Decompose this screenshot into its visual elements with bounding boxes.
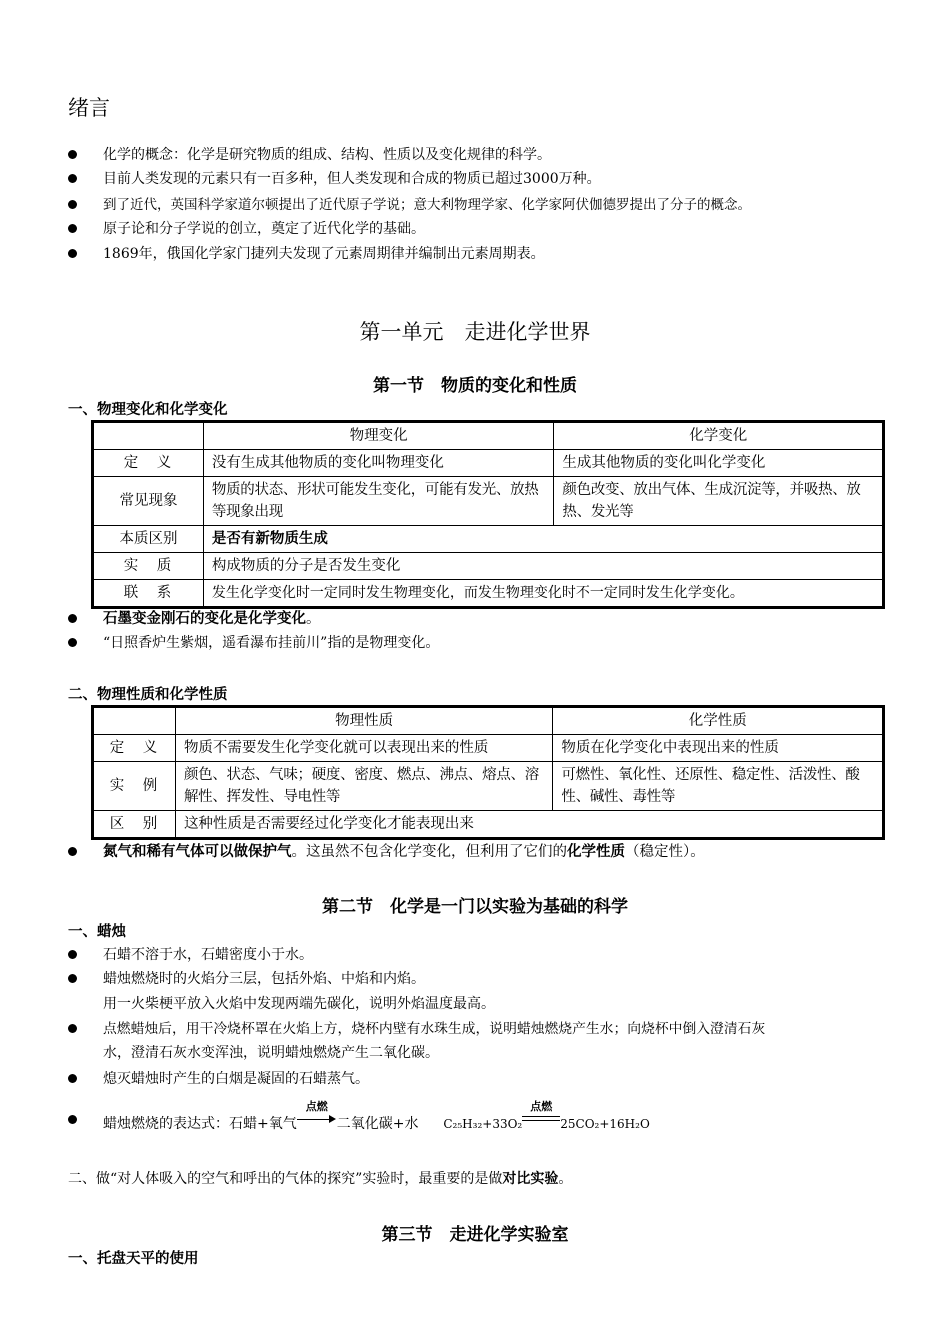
bullet-icon (68, 950, 77, 959)
bullet-icon (68, 1074, 77, 1083)
column-header: 化学变化 (554, 423, 883, 450)
bullet-icon (68, 1115, 77, 1124)
table-row: 本质区别 是否有新物质生成 (94, 526, 883, 553)
bullet-icon (68, 974, 77, 983)
section-title: 第二节 化学是一门以实验为基础的科学 (322, 897, 628, 917)
bullet-icon (68, 847, 77, 856)
column-header: 物理性质 (175, 708, 552, 735)
column-header: 化学性质 (553, 708, 883, 735)
document-page: 绪言 化学的概念：化学是研究物质的组成、结构、性质以及变化规律的科学。 目前人类发现的元素只有一百多种，但人类发现和合成的物质已超过3000万种。 到了近代，英国科学家道尔顿提出了近代原子学说；意大利物理学家、化学家阿伏伽德罗提出了分子的概念。 原子论和分子学说的创立，奠定了近代化学的基础。 1869年，俄国化学家门捷列夫发现了元素周期律并编制出元素周期表。 第一单元 走进化学世界 第一节 物质的变化和性质 一、物理变化和化学变化 物理变化 化学变化 定 义 没有生成其他物质的变化叫物理变化 生成其他物质的变化叫化学变化 常见现象 物质的状态、形状可能发生变化，可能有发光、放热等现象出现 颜色改变、放出气体、生成沉淀等，并吸热、放热、发光等 本质区别 是否有新物质生成 实 质 构成物质的分子是否发生变化 联 系 发生化学变化时一定同时发生物理变化，而发生物理变化时不一定同时发生化学变化。 石墨变金刚石的变化是化学变化。 “日照香炉生紫烟，遥看瀑布挂前川”指的是物理变化。 二、物理性质和化学性质 物理性质 化学性质 定 义 物质不需要发生化学变化就可以表现出来的性质 物质在化学变化中表现出来的性质 实 例 颜色、状态、气味；硬度、密度、燃点、沸点、熔点、溶解性、挥发性、导电性等 可燃性、氧化性、还原性、稳定性、活泼性、酸性、碱性、毒性等 区 别 这种性质是否需要经过化学变化才能表现出来 氮气和稀有气体可以做保护气。这虽然不包含化学变化，但利用了它们的化学性质（稳定性）。 第二节 化学是一门以实验为基础的科学 一、蜡烛 石蜡不溶于水，石蜡密度小于水。 蜡烛燃烧时的火焰分三层，包括外焰、中焰和内焰。 用一火柴梗平放入火焰中发现两端先碳化，说明外焰温度最高。 点燃蜡烛后，用干冷烧杯罩在火焰上方，烧杯内壁有水珠生成，说明蜡烛燃烧产生水；向烧杯中倒入澄清石灰 水，澄清石灰水变浑浊，说明蜡烛燃烧产生二氧化碳。 熄灭蜡烛时产生的白烟是凝固的石蜡蒸气。 蜡烛燃烧的表达式：石蜡+氧气 点燃 二氧化碳+水 C₂₅H₃₂+33O₂ 点燃 25CO₂+16H₂O 二、做“对人体吸入的空气和呼出的气体的探究”实验时，最重要的是做对比实验。 第三节 走进化学实验室 一、托盘天平的使用 (0, 0, 950, 1344)
bullet-icon (68, 174, 77, 183)
table-row: 定 义 没有生成其他物质的变化叫物理变化 生成其他物质的变化叫化学变化 (94, 450, 883, 477)
intro-title: 绪言 (68, 96, 110, 120)
paragraph: 二、做“对人体吸入的空气和呼出的气体的探究”实验时，最重要的是做对比实验。 (68, 1171, 573, 1187)
table-row: 区 别 这种性质是否需要经过化学变化才能表现出来 (94, 811, 883, 838)
reaction-arrow: 点燃 (297, 1110, 337, 1130)
subsection-heading: 一、蜡烛 (68, 924, 126, 940)
bullet-icon (68, 1024, 77, 1033)
section-title: 第一节 物质的变化和性质 (373, 376, 577, 396)
subsection-heading: 一、物理变化和化学变化 (68, 402, 228, 418)
table-row: 联 系 发生化学变化时一定同时发生物理变化，而发生物理变化时不一定同时发生化学变化。 (94, 580, 883, 607)
physical-chemical-change-table (93, 422, 883, 607)
table-row: 实 质 构成物质的分子是否发生变化 (94, 553, 883, 580)
table-row: 常见现象 物质的状态、形状可能发生变化，可能有发光、放热等现象出现 颜色改变、放出气体、生成沉淀等，并吸热、放热、发光等 (94, 477, 883, 526)
bullet-icon (68, 249, 77, 258)
column-header: 物理变化 (203, 423, 554, 450)
reaction-equals-sign: 点燃 (522, 1110, 560, 1130)
subsection-heading: 一、托盘天平的使用 (68, 1251, 199, 1267)
table-row: 定 义 物质不需要发生化学变化就可以表现出来的性质 物质在化学变化中表现出来的性质 (94, 735, 883, 762)
physical-chemical-property-table (93, 707, 883, 838)
unit-title: 第一单元 走进化学世界 (359, 320, 591, 344)
table-row: 实 例 颜色、状态、气味；硬度、密度、燃点、沸点、熔点、溶解性、挥发性、导电性等 可燃性、氧化性、还原性、稳定性、活泼性、酸性、碱性、毒性等 (94, 762, 883, 811)
bullet-icon (68, 200, 77, 209)
section-title: 第三节 走进化学实验室 (381, 1225, 569, 1245)
bullet-icon (68, 150, 77, 159)
bullet-icon (68, 638, 77, 647)
bullet-icon (68, 614, 77, 623)
bullet-icon (68, 224, 77, 233)
subsection-heading: 二、物理性质和化学性质 (68, 687, 228, 703)
